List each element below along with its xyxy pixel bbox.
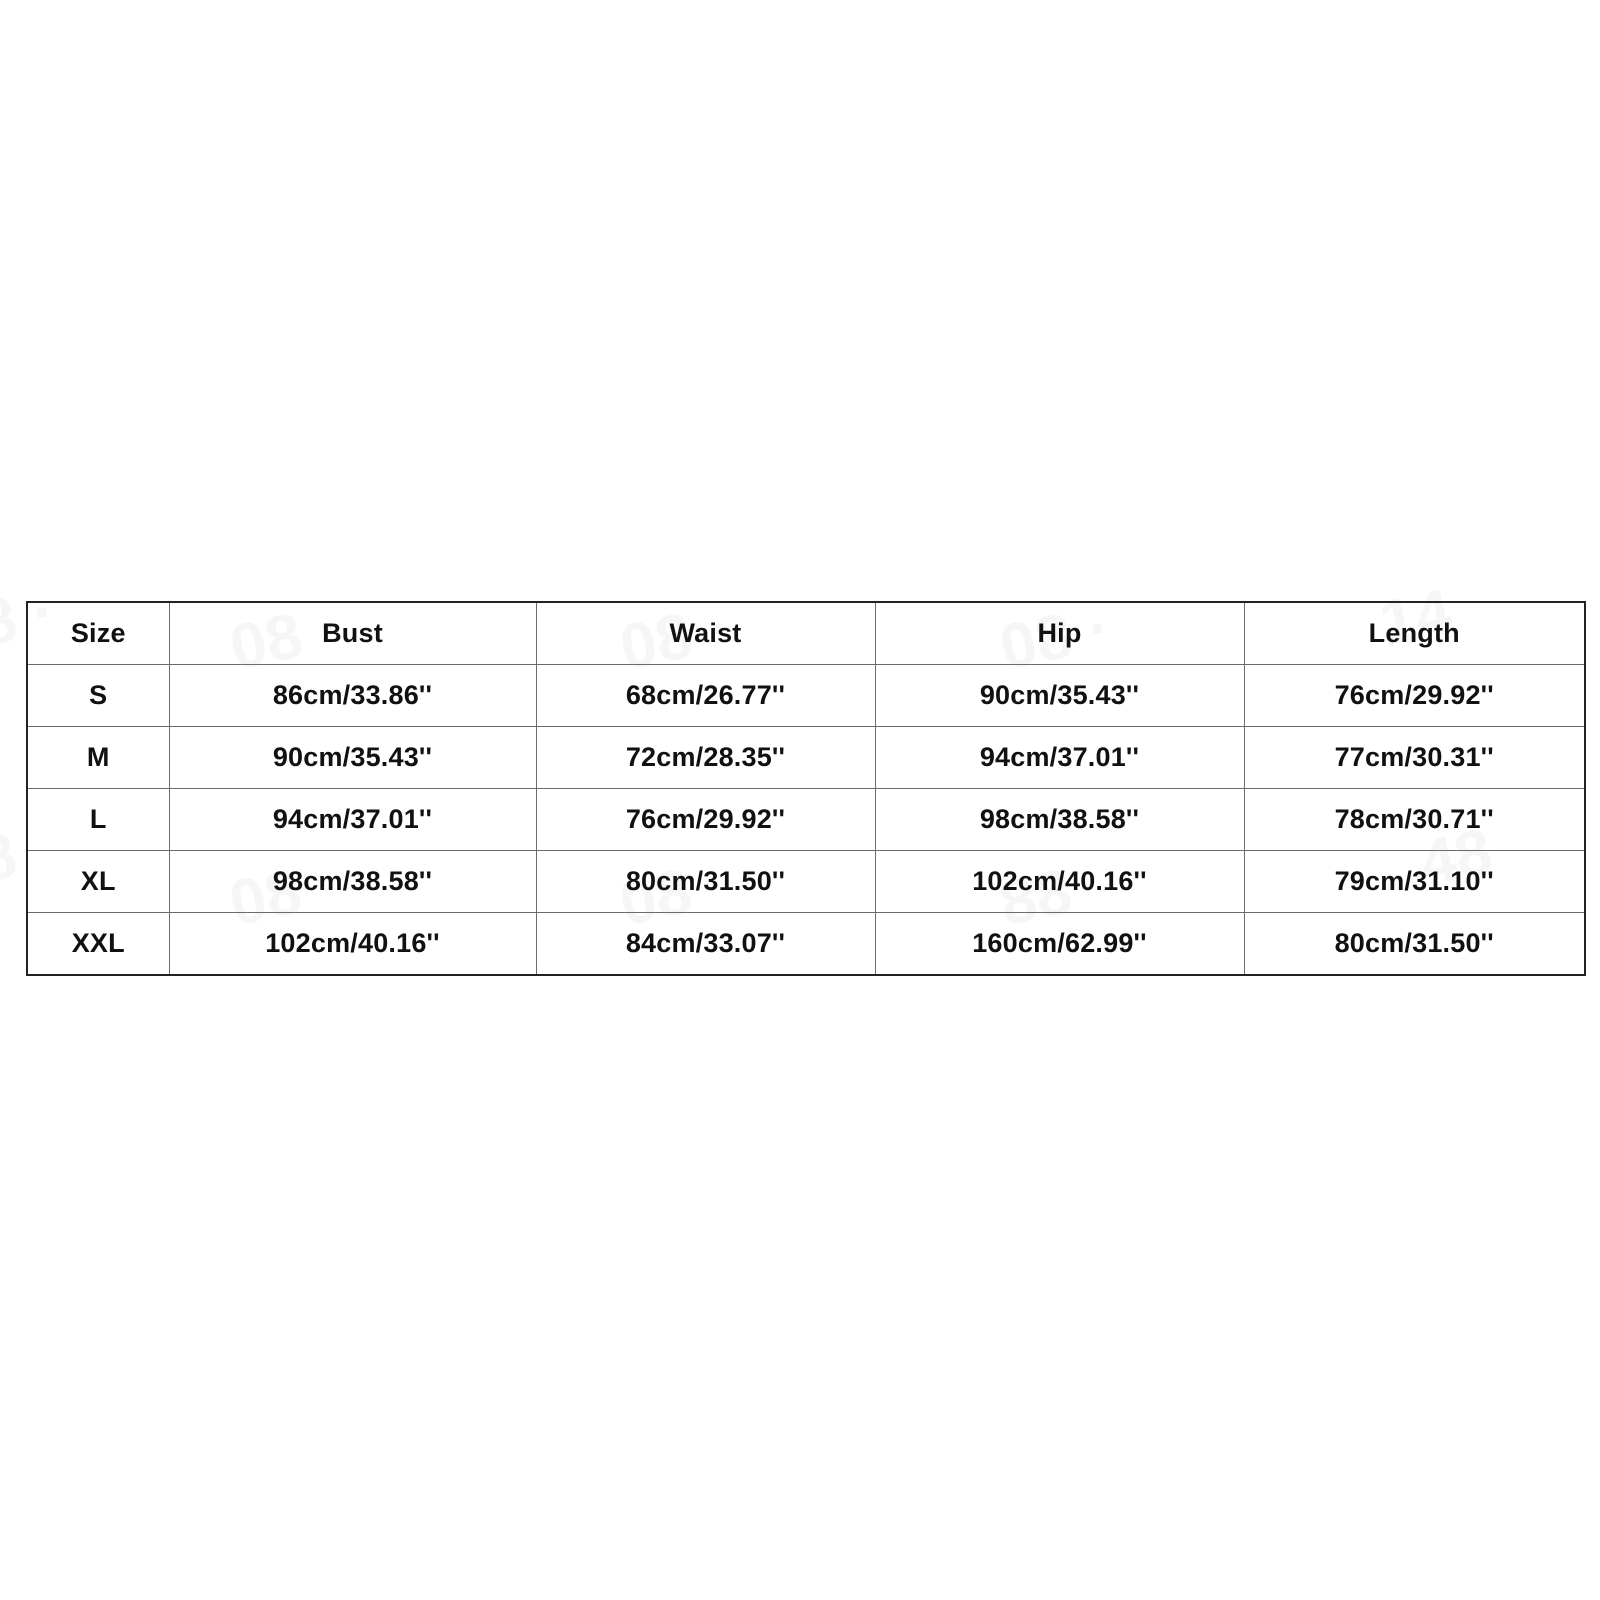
header-bust: Bust	[169, 602, 536, 665]
cell-size: L	[27, 789, 169, 851]
cell-hip: 94cm/37.01''	[875, 727, 1244, 789]
header-size: Size	[27, 602, 169, 665]
cell-size: XL	[27, 851, 169, 913]
cell-bust: 94cm/37.01''	[169, 789, 536, 851]
cell-size: M	[27, 727, 169, 789]
cell-hip: 90cm/35.43''	[875, 665, 1244, 727]
table-row	[27, 913, 1585, 976]
cell-hip: 102cm/40.16''	[875, 851, 1244, 913]
header-length: Length	[1244, 602, 1585, 665]
header-hip: Hip	[875, 602, 1244, 665]
cell-hip: 160cm/62.99''	[875, 913, 1244, 976]
cell-bust: 102cm/40.16''	[169, 913, 536, 976]
header-waist: Waist	[536, 602, 875, 665]
table-row	[27, 789, 1585, 851]
cell-bust: 86cm/33.86''	[169, 665, 536, 727]
cell-length: 78cm/30.71''	[1244, 789, 1585, 851]
cell-bust: 98cm/38.58''	[169, 851, 536, 913]
cell-waist: 84cm/33.07''	[536, 913, 875, 976]
table-row	[27, 665, 1585, 727]
cell-waist: 80cm/31.50''	[536, 851, 875, 913]
cell-hip: 98cm/38.58''	[875, 789, 1244, 851]
cell-waist: 72cm/28.35''	[536, 727, 875, 789]
cell-length: 76cm/29.92''	[1244, 665, 1585, 727]
cell-length: 80cm/31.50''	[1244, 913, 1585, 976]
table-header-row	[27, 602, 1585, 665]
size-chart-table	[26, 601, 1586, 976]
cell-waist: 68cm/26.77''	[536, 665, 875, 727]
cell-waist: 76cm/29.92''	[536, 789, 875, 851]
table-row	[27, 851, 1585, 913]
cell-size: XXL	[27, 913, 169, 976]
cell-size: S	[27, 665, 169, 727]
cell-length: 77cm/30.31''	[1244, 727, 1585, 789]
table-row	[27, 727, 1585, 789]
cell-bust: 90cm/35.43''	[169, 727, 536, 789]
cell-length: 79cm/31.10''	[1244, 851, 1585, 913]
